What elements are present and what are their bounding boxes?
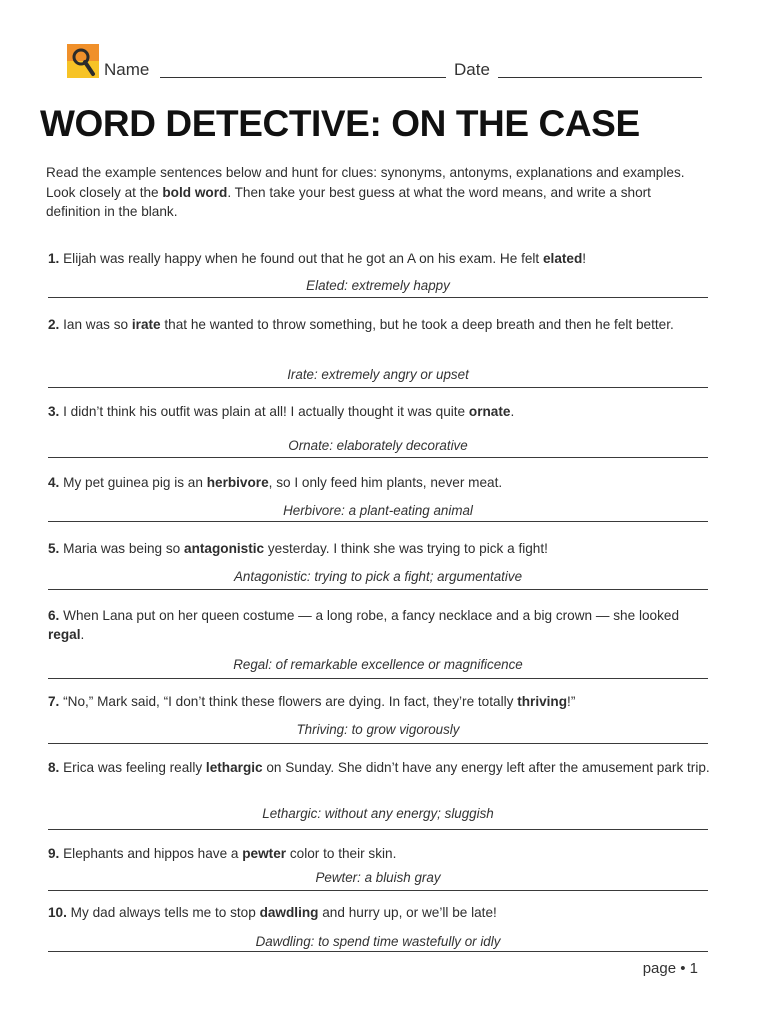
question-text-end: ! (582, 251, 587, 266)
question-text-end: !” (567, 694, 576, 709)
question-text: Elephants and hippos have a (59, 846, 243, 861)
question-10 (48, 903, 712, 922)
page-number: page • 1 (642, 960, 698, 977)
question-text-end: and hurry up, or we’ll be late! (318, 905, 497, 920)
question-number: 4. (48, 475, 60, 490)
name-field[interactable] (160, 77, 446, 78)
question-2 (48, 315, 712, 334)
question-9 (48, 844, 712, 863)
question-keyword: elated (542, 251, 583, 266)
answer-line-7 (48, 743, 708, 744)
answer-line-5 (48, 589, 708, 590)
answer-8[interactable]: Lethargic: without any energy; sluggish (262, 806, 494, 821)
answer-3[interactable]: Ornate: elaborately decorative (288, 438, 468, 453)
question-keyword: ornate (468, 404, 511, 419)
answer-line-6 (48, 678, 708, 679)
question-text-end: . (80, 627, 85, 642)
answer-7[interactable]: Thriving: to grow vigorously (296, 722, 460, 737)
answer-6[interactable]: Regal: of remarkable excellence or magnificence (233, 657, 523, 672)
question-7 (48, 692, 712, 711)
answer-line-3 (48, 457, 708, 458)
question-keyword: antagonistic (184, 541, 265, 556)
question-number: 9. (48, 846, 60, 861)
question-text-end: that he wanted to throw something, but he took a deep breath and then he felt better. (160, 317, 674, 332)
answer-line-9 (48, 890, 708, 891)
name-label: Name (104, 60, 150, 79)
question-number: 5. (48, 541, 60, 556)
answer-line-8 (48, 829, 708, 830)
instructions-bold-text: bold word (162, 184, 228, 200)
question-number: 8. (48, 760, 60, 775)
question-number: 3. (48, 404, 60, 419)
question-keyword: dawdling (259, 905, 319, 920)
question-3 (48, 402, 712, 421)
question-number: 1. (48, 251, 60, 266)
question-text: “No,” Mark said, “I don’t think these flowers are dying. In fact, they’re totally (59, 694, 518, 709)
detective-logo-icon (67, 44, 99, 78)
question-number: 10. (48, 905, 67, 920)
instructions-text-end: . Then take your best guess at what the word means, and write a short definition in the blank. (46, 184, 651, 219)
question-keyword: pewter (242, 846, 287, 861)
answer-4[interactable]: Herbivore: a plant-eating animal (283, 503, 473, 518)
question-text: When Lana put on her queen costume — a long robe, a fancy necklace and a big crown — she looked (59, 608, 680, 623)
question-text-end: . (510, 404, 515, 419)
question-text-end: , so I only feed him plants, never meat. (268, 475, 503, 490)
question-5 (48, 539, 712, 558)
question-number: 7. (48, 694, 60, 709)
answer-2[interactable]: Irate: extremely angry or upset (287, 367, 469, 382)
question-8 (48, 758, 712, 777)
answer-1[interactable]: Elated: extremely happy (306, 278, 450, 293)
question-text: Elijah was really happy when he found out that he got an A on his exam. He felt (59, 251, 543, 266)
question-text: Maria was being so (59, 541, 185, 556)
date-field[interactable] (498, 77, 702, 78)
question-text: Ian was so (59, 317, 132, 332)
answer-line-2 (48, 387, 708, 388)
question-text-end: on Sunday. She didn’t have any energy left after the amusement park trip. (262, 760, 710, 775)
answer-5[interactable]: Antagonistic: trying to pick a fight; argumentative (233, 569, 523, 584)
question-number: 2. (48, 317, 60, 332)
answer-line-10 (48, 951, 708, 952)
question-4 (48, 473, 712, 492)
answer-line-1 (48, 297, 708, 298)
question-text: My pet guinea pig is an (59, 475, 207, 490)
page-title: WORD DETECTIVE: ON THE CASE (40, 103, 640, 144)
question-1 (48, 249, 712, 268)
answer-9[interactable]: Pewter: a bluish gray (315, 870, 441, 885)
date-label: Date (454, 60, 490, 79)
answer-10[interactable]: Dawdling: to spend time wastefully or idly (255, 934, 501, 949)
question-text: Erica was feeling really (59, 760, 206, 775)
instructions-text-start: Read the example sentences below and hunt for clues: synonyms, antonyms, explanations and examples. Look closely at the (46, 165, 685, 200)
question-text-end: yesterday. I think she was trying to pick a fight! (264, 541, 548, 556)
question-keyword: lethargic (205, 760, 263, 775)
question-text: My dad always tells me to stop (66, 905, 260, 920)
question-6 (48, 606, 712, 644)
question-text-end: color to their skin. (286, 846, 397, 861)
answer-line-4 (48, 521, 708, 522)
question-keyword: regal (48, 627, 81, 642)
question-keyword: irate (131, 317, 161, 332)
question-keyword: thriving (517, 694, 568, 709)
instructions (46, 163, 706, 222)
question-number: 6. (48, 608, 60, 623)
question-text: I didn’t think his outfit was plain at all! I actually thought it was quite (59, 404, 469, 419)
question-keyword: herbivore (206, 475, 269, 490)
